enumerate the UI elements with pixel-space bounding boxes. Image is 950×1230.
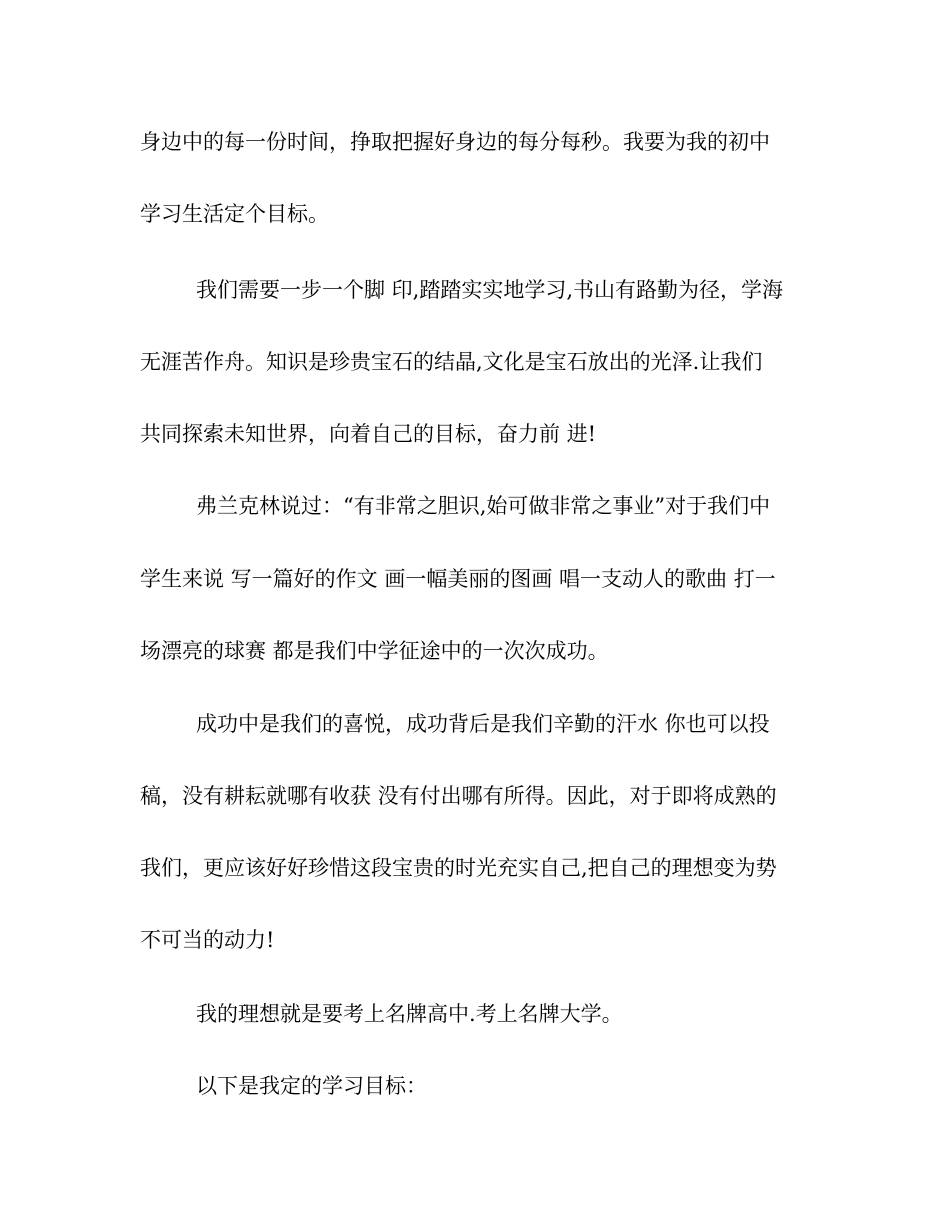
text-line-7: 学生来说 写一篇好的作文 画一幅美丽的图画 唱一支动人的歌曲 打一	[140, 567, 776, 591]
text-line-11: 我们，更应该好好珍惜这段宝贵的时光充实自己,把自己的理想变为势	[140, 856, 777, 880]
text-line-2: 学习生活定个目标。	[140, 202, 329, 226]
text-line-12: 不可当的动力!	[140, 928, 275, 952]
paragraph-first-line-13: 我的理想就是要考上名牌高中.考上名牌大学。	[196, 1002, 623, 1026]
text-line-1: 身边中的每一份时间，挣取把握好身边的每分每秒。我要为我的初中	[140, 130, 770, 154]
paragraph-first-line-14: 以下是我定的学习目标：	[196, 1074, 427, 1098]
paragraph-first-line-6: 弗兰克林说过：“有非常之胆识,始可做非常之事业”对于我们中	[196, 494, 771, 518]
text-line-5: 共同探索未知世界，向着自己的目标，奋力前 进!	[140, 422, 597, 446]
text-line-10: 稿，没有耕耘就哪有收获 没有付出哪有所得。因此，对于即将成熟的	[140, 784, 777, 808]
text-line-8: 场漂亮的球赛 都是我们中学征途中的一次次成功。	[140, 639, 609, 663]
paragraph-first-line-9: 成功中是我们的喜悦，成功背后是我们辛勤的汗水 你也可以投	[196, 712, 770, 736]
paragraph-first-line-3: 我们需要一步一个脚 印,踏踏实实地学习,书山有路勤为径，学海	[196, 278, 784, 302]
text-line-4: 无涯苦作舟。知识是珍贵宝石的结晶,文化是宝石放出的光泽.让我们	[140, 350, 763, 374]
